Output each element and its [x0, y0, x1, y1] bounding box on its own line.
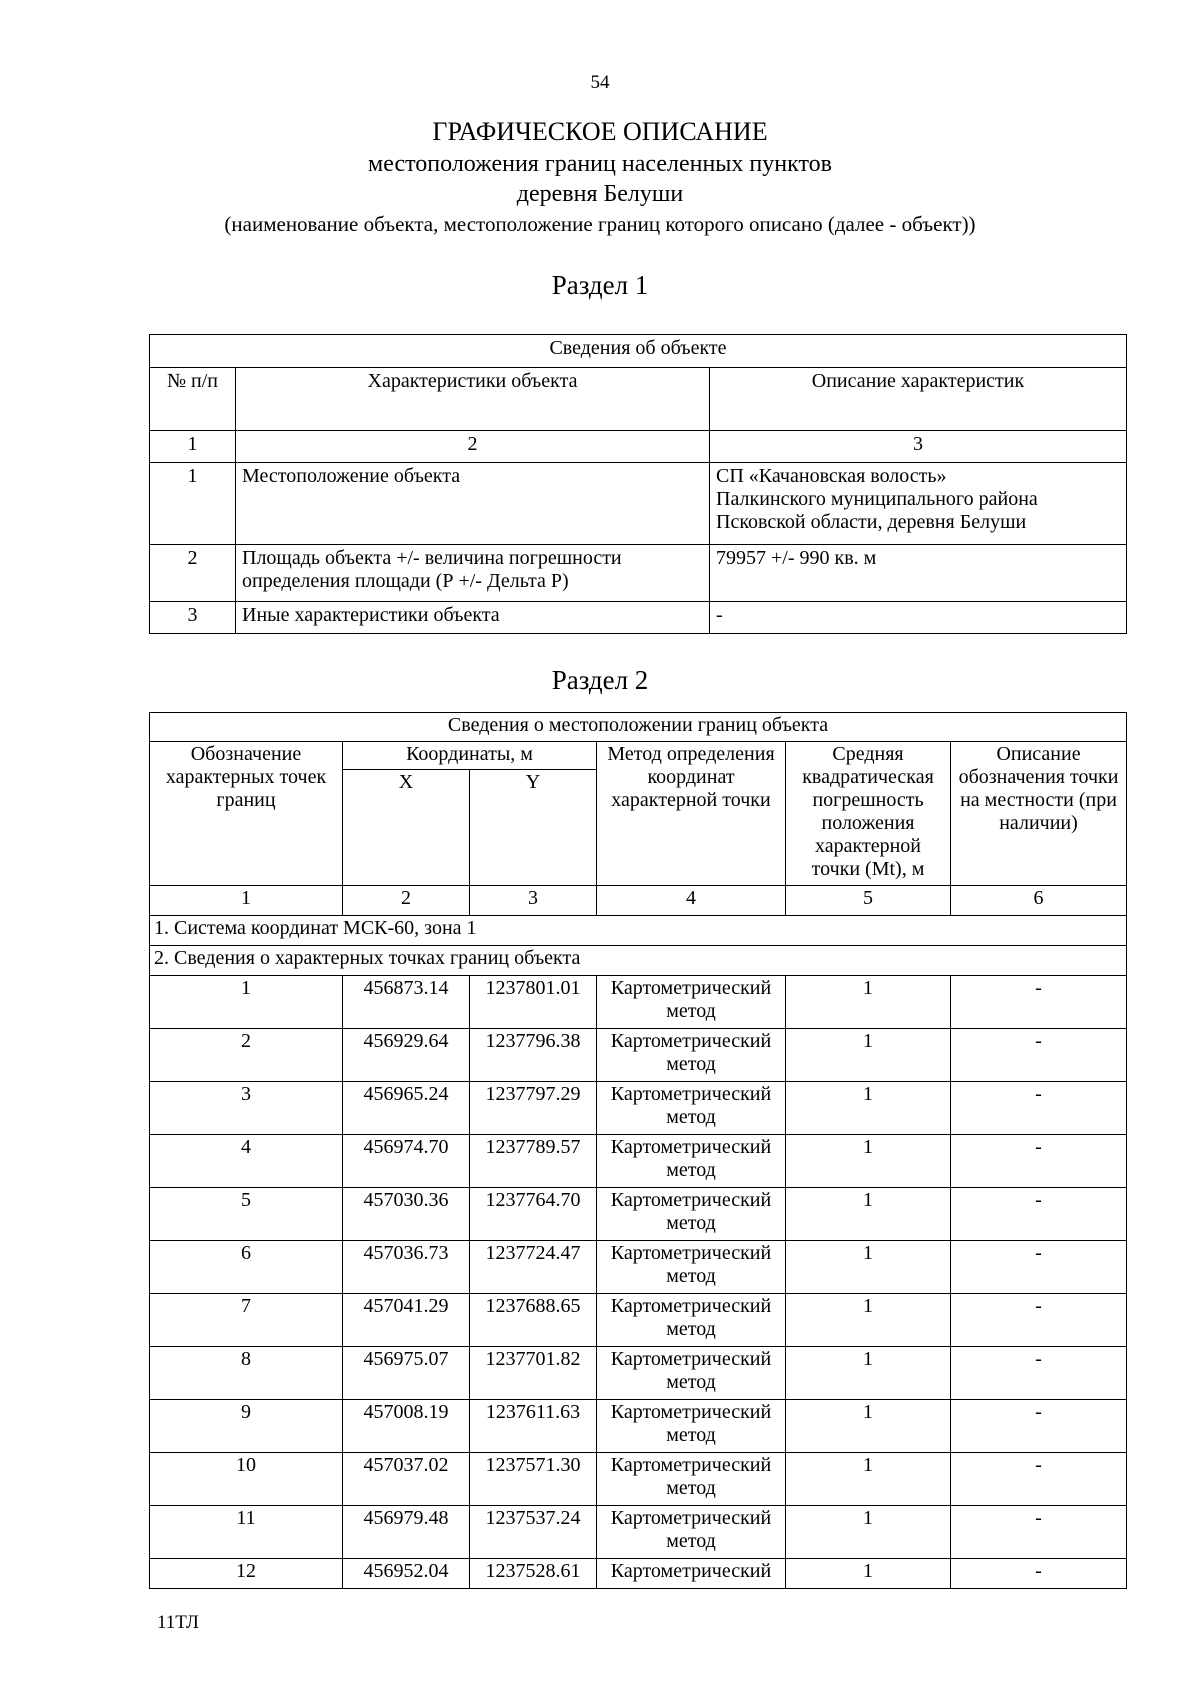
characteristic-line: Площадь объекта +/- величина погрешности	[242, 547, 622, 569]
point-y: 1237701.82	[470, 1347, 597, 1400]
table-row	[150, 602, 1127, 634]
point-y: 1237528.61	[470, 1559, 597, 1589]
table-row	[150, 1188, 1127, 1241]
point-error: 1	[786, 1029, 951, 1082]
point-method: Картометрический метод	[597, 1453, 786, 1506]
column-number: 1	[150, 886, 343, 916]
point-x: 456974.70	[343, 1135, 470, 1188]
section-1-title: Раздел 1	[551, 270, 649, 300]
point-x: 457030.36	[343, 1188, 470, 1241]
point-number: 3	[150, 1082, 343, 1135]
row-number: 1	[150, 463, 236, 545]
point-number: 6	[150, 1241, 343, 1294]
description-line: Палкинского муниципального района	[716, 488, 1038, 510]
point-y: 1237796.38	[470, 1029, 597, 1082]
boundary-points-table	[149, 712, 1127, 1589]
table-row	[150, 1400, 1127, 1453]
header-num: № п/п	[150, 368, 236, 431]
table-row	[150, 1294, 1127, 1347]
point-y: 1237688.65	[470, 1294, 597, 1347]
description-line: СП «Качановская волость»	[716, 465, 947, 487]
point-x: 456952.04	[343, 1559, 470, 1589]
point-description: -	[951, 1188, 1127, 1241]
page-number: 54	[590, 72, 610, 93]
column-number: 2	[343, 886, 470, 916]
point-error: 1	[786, 1135, 951, 1188]
row-characteristic: Местоположение объекта	[236, 463, 710, 545]
row-description: 79957 +/- 990 кв. м	[710, 545, 1127, 602]
point-method: Картометрический метод	[597, 1506, 786, 1559]
point-description: -	[951, 1241, 1127, 1294]
column-number: 5	[786, 886, 951, 916]
point-number: 4	[150, 1135, 343, 1188]
point-number: 9	[150, 1400, 343, 1453]
point-y: 1237764.70	[470, 1188, 597, 1241]
section-2-title: Раздел 2	[551, 665, 649, 695]
point-x: 457036.73	[343, 1241, 470, 1294]
point-method: Картометрический	[597, 1559, 786, 1589]
point-method: Картометрический метод	[597, 1400, 786, 1453]
point-method: Картометрический метод	[597, 1241, 786, 1294]
table-row	[150, 1559, 1127, 1589]
point-x: 456965.24	[343, 1082, 470, 1135]
point-number: 5	[150, 1188, 343, 1241]
header-characteristics: Характеристики объекта	[236, 368, 710, 431]
point-y: 1237789.57	[470, 1135, 597, 1188]
points-body	[150, 976, 1127, 1589]
point-number: 8	[150, 1347, 343, 1400]
column-number: 4	[597, 886, 786, 916]
point-x: 456873.14	[343, 976, 470, 1029]
document-subtitle: местоположения границ населенных пунктов	[368, 151, 832, 177]
point-error: 1	[786, 1506, 951, 1559]
table-row	[150, 463, 1127, 545]
table-caption: Сведения о местоположении границ объекта	[150, 713, 1127, 742]
point-error: 1	[786, 1241, 951, 1294]
point-x: 457041.29	[343, 1294, 470, 1347]
point-number: 1	[150, 976, 343, 1029]
point-number: 12	[150, 1559, 343, 1589]
point-method: Картометрический метод	[597, 1347, 786, 1400]
row-number: 3	[150, 602, 236, 634]
row-characteristic: Иные характеристики объекта	[236, 602, 710, 634]
table-row	[150, 1029, 1127, 1082]
points-heading-row: 2. Сведения о характерных точках границ объекта	[150, 946, 1127, 976]
object-info-table	[149, 334, 1127, 634]
description-line: Псковской области, деревня Белуши	[716, 511, 1027, 533]
point-description: -	[951, 1082, 1127, 1135]
point-error: 1	[786, 1188, 951, 1241]
point-x: 456975.07	[343, 1347, 470, 1400]
point-description: -	[951, 1453, 1127, 1506]
point-description: -	[951, 976, 1127, 1029]
point-error: 1	[786, 1400, 951, 1453]
column-number: 3	[710, 431, 1127, 463]
column-number: 3	[470, 886, 597, 916]
point-error: 1	[786, 1294, 951, 1347]
column-number: 2	[236, 431, 710, 463]
row-characteristic	[236, 545, 710, 602]
point-error: 1	[786, 976, 951, 1029]
point-x: 457037.02	[343, 1453, 470, 1506]
table-row	[150, 1135, 1127, 1188]
header-designation: Обозначение характерных точек границ	[150, 742, 343, 886]
point-number: 7	[150, 1294, 343, 1347]
point-error: 1	[786, 1347, 951, 1400]
header-y: Y	[470, 770, 597, 886]
point-description: -	[951, 1294, 1127, 1347]
point-description: -	[951, 1559, 1127, 1589]
point-method: Картометрический метод	[597, 1082, 786, 1135]
point-x: 456929.64	[343, 1029, 470, 1082]
table-caption: Сведения об объекте	[150, 335, 1127, 368]
point-x: 456979.48	[343, 1506, 470, 1559]
point-error: 1	[786, 1559, 951, 1589]
table-row	[150, 1506, 1127, 1559]
header-x: X	[343, 770, 470, 886]
point-method: Картометрический метод	[597, 1294, 786, 1347]
header-error: Средняя квадратическая погрешность положения характерной точки (Mt), м	[786, 742, 951, 886]
object-name: деревня Белуши	[516, 181, 684, 207]
table-row	[150, 1347, 1127, 1400]
coordinate-system-row: 1. Система координат МСК-60, зона 1	[150, 916, 1127, 946]
point-description: -	[951, 1029, 1127, 1082]
point-description: -	[951, 1135, 1127, 1188]
point-y: 1237797.29	[470, 1082, 597, 1135]
point-method: Картометрический метод	[597, 1188, 786, 1241]
point-number: 11	[150, 1506, 343, 1559]
point-x: 457008.19	[343, 1400, 470, 1453]
point-description: -	[951, 1347, 1127, 1400]
point-y: 1237537.24	[470, 1506, 597, 1559]
table-row	[150, 1241, 1127, 1294]
header-method: Метод определения координат характерной точки	[597, 742, 786, 886]
row-description	[710, 463, 1127, 545]
footer-code: 11ТЛ	[157, 1612, 199, 1633]
table-row	[150, 976, 1127, 1029]
table-row	[150, 545, 1127, 602]
header-coordinates: Координаты, м	[343, 742, 597, 770]
point-number: 10	[150, 1453, 343, 1506]
point-number: 2	[150, 1029, 343, 1082]
characteristic-line: определения площади (Р +/- Дельта Р)	[242, 570, 569, 592]
point-description: -	[951, 1400, 1127, 1453]
object-name-caption: (наименование объекта, местоположение границ которого описано (далее - объект))	[224, 212, 976, 236]
point-y: 1237611.63	[470, 1400, 597, 1453]
point-method: Картометрический метод	[597, 1029, 786, 1082]
point-y: 1237801.01	[470, 976, 597, 1029]
header-point-description: Описание обозначения точки на местности (при наличии)	[951, 742, 1127, 886]
table-row	[150, 1082, 1127, 1135]
point-method: Картометрический метод	[597, 976, 786, 1029]
table-row	[150, 1453, 1127, 1506]
header-description: Описание характеристик	[710, 368, 1127, 431]
point-error: 1	[786, 1453, 951, 1506]
point-method: Картометрический метод	[597, 1135, 786, 1188]
document-title: ГРАФИЧЕСКОЕ ОПИСАНИЕ	[432, 117, 768, 146]
row-description: -	[710, 602, 1127, 634]
column-number: 1	[150, 431, 236, 463]
point-y: 1237571.30	[470, 1453, 597, 1506]
column-number: 6	[951, 886, 1127, 916]
point-error: 1	[786, 1082, 951, 1135]
row-number: 2	[150, 545, 236, 602]
point-description: -	[951, 1506, 1127, 1559]
point-y: 1237724.47	[470, 1241, 597, 1294]
